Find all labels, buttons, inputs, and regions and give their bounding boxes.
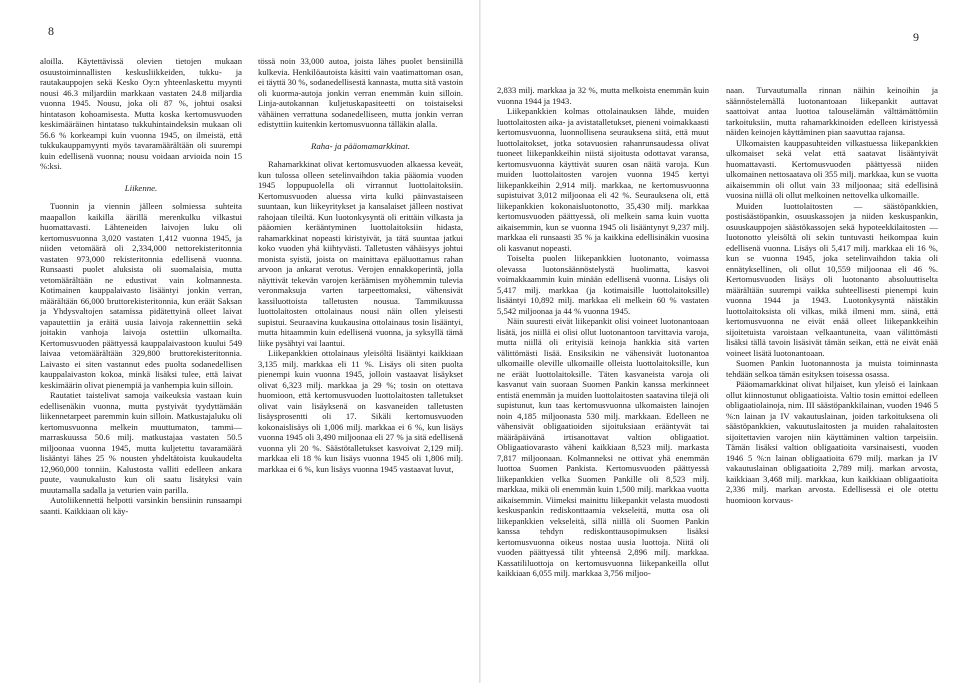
- paragraph: Näin suuresti eivät liikepankit olisi voineet luotonantoaan lisätä, jos niillä ei olisi ollut luotonantoon tarvittavia varoja, mutta niillä oli erityisiä keinoja hankkia sitä varten välittömästi lisää. Ensiksikin ne vähensivät luotonantoa ulkomaille oleville ulkomaille olleista luottolaitoksille, kun ne eräät luottolaitoksille. Täten kasvaneista varoja oli kasvanut vain suoraan Suomen Pankin kanssa merkinneet entistä enemmän ja muiden luottolaitosten saatavina tilejä oli supistunut, kun taas kertomusvuonna ulkomaisten lainojen noin 4,185 miljoonasta 530 milj. markkaan. Edelleen ne vähensivät obligaatioiden sijoituksiaan erääntyvät tai määräpäivänä irtisanottavat valtion obligaatiot. Obligaatiovarasto väheni kaikkiaan 8,523 milj. markasta 7,817 miljoonaan. Kolmanneksi ne ottivat yhä enemmän luottoa Suomen Pankista. Kertomusvuoden päättyessä liikepankkien velka Suomen Pankille oli 8,523 milj. markkaa, mikä oli enemmän kuin 1,500 milj. markkaa vuotta aikaisemmin. Viimeksi mainittu liikepankit velasta muodosti keskuspankin rediskonttaamia vekseleitä, mutta osa oli liikepankkien vekseleitä, sillä niillä oli Suomen Pankin kanssa tehdyn rediskonttausopimuksen lisäksi kertomusvuonna oikeus nostaa uusia luottoja. Niitä oli vuoden päättyessä tilit yhteensä 2,896 milj. markkaa. Kassatililuottoja on kertomusvuonna liikepankeilla ollut kaikkiaan 6,055 milj. markkaa 3,756 miljoo-: [497, 316, 709, 578]
- page-number-right: 9: [913, 30, 919, 44]
- paragraph: Liikepankkien ottolainaus yleisöltä lisääntyi kaikkiaan 3,135 milj. markkaa eli 11 %. Lisäys oli siten puolta pienempi kuin vuonna 1945, jolloin vastaavat lisäykset olivat 6,323 milj. markkaa ja 29 %; tosin on otettava huomioon, että kertomusvuoden luottolaitosten talletukset olivat vain lisäyksenä on kasvaneiden talletusten lisäysprosentti oli 17. Sikäli kertomusvuoden kokonaislisäys oli 1,006 milj. markkaa ei 6 %, kun lisäys vuonna 1945 oli 3,490 miljoonaa eli 27 % ja sitä edellisenä vuonna yli 20 %. Säästötalletukset kasvoivat 2,129 milj. markkaa eli 18 % kun lisäys vuonna 1945 oli 1,806 milj. markkaa ei 6 %, kun lisäys vuonna 1945 vastaavat luvut,: [258, 348, 463, 474]
- col4-text: [726, 85, 938, 505]
- column-1: [40, 56, 242, 676]
- column-4: [726, 85, 938, 680]
- paragraph: Rautatiet taistelivat samoja vaikeuksia vastaan kuin edellisenäkin vuonna, mutta pystyivät tyydyttämään liikennetarpeet paremmin kuin silloin. Matkustajaluku oli kertomusvuonna melkein muuttumaton, tammi—marraskuussa 50.6 milj. matkustajaa vastaten 50.5 miljoonaa vuonna 1945, mutta kuljetettu tavaramäärä lisääntyi lähes 25 % nousten yhdeltätoista kuukaudelta 12,960,000 tonniin. Kalustosta valliti edelleen ankara puute, vaunukalusto kun oli saatu lisätyksi vain muutamalla sadalla ja veturien vain parilla.: [40, 390, 242, 495]
- section-heading-raha: Raha- ja pääomamarkkinat.: [311, 140, 410, 151]
- paragraph: Autoliikennettä helpotti varsinkin bensiinin runsaampi saanti. Kaikkiaan oli käy-: [40, 495, 242, 516]
- page-number-left: 8: [48, 24, 54, 38]
- paragraph: naan. Turvautumalla rinnan näihin keinoihin ja säännöstelemällä luotonantoaan liikepankit auttavat saattoivat antaa luottoa talouselämän välttämättömiin tarkoituksiin, mutta rahamarkkinoiden edelleen kiristyessä näiden keinojen käyttäminen pian saavuttaa rajansa.: [726, 85, 938, 137]
- column-3: [497, 85, 709, 680]
- paragraph: Suomen Pankin luotonannosta ja muista toiminnasta tehdään selkoa tämän esityksen toisessa osassa.: [726, 358, 938, 379]
- column-2: [258, 56, 463, 676]
- col1-text-before: [40, 56, 242, 172]
- paragraph: Toiselta puolen liikepankkien luotonanto, voimassa olevassa luotonsäännöstelystä huolimatta, kasvoi voimakkaammin kuin minään edellisenä vuonna. Lisäys oli 5,417 milj. markkaa (ja kotimaisille luottolaitoksille) lisääntyi 10,892 milj. markkaa eli melkein 60 % vastaten 5,542 miljoonaa ja 44 % vuonna 1945.: [497, 253, 709, 316]
- paragraph: Ulkomaisten kauppasuhteiden vilkastuessa liikepankkien ulkomaiset sekä velat että saatavat lisääntyivät huomattavasti. Kertomusvuoden päättyessä niiden ulkomainen nettosaatava oli 355 milj. markkaa, kun se vuotta aikaisemmin oli ollut vain 33 miljoonaa; sitä edellisinä vuosina niillä oli ollut melkoinen nettovelka ulkomaille.: [726, 137, 938, 200]
- paragraph: Liikepankkien kolmas ottolainauksen lähde, muiden luottolaitosten aika- ja avistatalletukset, pieneni voimakkaasti kertomusvuonna, luonnollisena seurauksena siitä, että muut luottolaitokset, jotka sotavuosien rahanrunsaudessa olivat tuoneet liikepankkeihin niistä sijoitusta odottavat varansa, kertomusvuonna käyttivät suuren osan näitä varoja. Kun muiden luottolaitosten varojen vuonna 1945 kertyi liikepankkeihin 2,914 milj. markkaa, ne kertomusvuonna supistuivat 3,012 miljoonaa eli 42 %. Seurauksena oli, että liikepankkien kokonaisluotonotto, 35,430 milj. markkaa kertomusvuoden päättyessä, oli melkein sama kuin vuotta aikaisemmin, kun se vuonna 1945 oli lisääntynyt 9,237 milj. markkaa eli runsaasti 35 % ja kaikkina edellisinäkin vuosina oli kasvanut nopeasti.: [497, 106, 709, 253]
- col2-text-after: [258, 159, 463, 474]
- paragraph: Rahamarkkinat olivat kertomusvuoden alkaessa keveät, kun tulossa olleen setelinvaihdon takia pääomia vuoden 1945 loppupuolella oli virrannut luottolaitoksiin. Kertomusvuoden aluessa virta kulki päinvastaiseen suuntaan, kun liikeyritykset ja kansalaiset jälleen nostivat rahojaan tileiltä. Kun luotonkysyntä oli erittäin vilkasta ja pääomien kerääntyminen luottolaitoksiin hidasta, rahamarkkinat nopeasti kiristyivät, ja tätä suuntaa jatkui koko vuoden yhä kiihtyvästi. Talletusten vähäisyys johtui monista syistä, joista on mainittava epäluottamus rahan arvoon ja ankarat verotus. Verojen ennakkoperintä, jolla näyttivät tekevän varojen keräämisen myöhemmin tulevia veronmaksuja varten tarpeettomaksi, vähensivät kassiluottoista talletusten nousua. Tammikuussa luottolaitosten ottolainaus nousi näin ollen yleisesti supistui. Seuraavina kuukausina ottolainaus tosin lisääntyi, mutta hitaammin kuin edellisenä vuonna, ja syksyllä tämä liike pysähtyi vai laantui.: [258, 159, 463, 348]
- paragraph: tössä noin 33,000 autoa, joista lähes puolet bensiinillä kulkevia. Henkilöautoista käsitti vain vaatimattoman osan, ei täyttä 30 %, sodanedellisestä kannasta, mutta sitä vastoin oli kuorma-autoja jonkin verran enemmän kuin silloin. Linja-autokannan kuljetuskapasiteetti on toistaiseksi vähäinen verrattuna sodanedelliseen, mutta jonkin verran edistyttiin kuitenkin kertomusvuonna tälläkin alalla.: [258, 56, 463, 129]
- page-gutter: [479, 0, 481, 683]
- paragraph: Pääomamarkkinat olivat hiljaiset, kun yleisö ei lainkaan ollut kiinnostunut obligaatioista. Valtio tosin emittoi edelleen obligaatiolainoja, nim. III säästöpankkilainan, vuoden 1946 5 %:n lainan ja IV vakautuslainan, joiden tarkoituksena oli säästöpankkien, vakuutuslaitosten ja muiden rahalaitosten sijoitettavien varojen niin käyttäminen valtion tarpeisiin. Tämän lisäksi valtion obligaatioita varsinaisesti, vuoden 1946 5 %:n lainan obligaatioita 679 milj. markan ja IV vakautuslainan obligaatioita 2,789 milj. markan arvosta, kaikkiaan 3,468 milj. markkaa, kun kaikkiaan obligaatioita 2,336 milj. markan arvosta. Edellisessä ei ole otettu huomioon korvaus-: [726, 379, 938, 505]
- col1-text-after: [40, 201, 242, 516]
- paragraph: aloilla. Käytettävissä olevien tietojen mukaan osuustoiminnallisten keskusliikkeiden, tukku- ja rautakauppojen sekä Kesko Oy:n yhteenlaskettu myynti nousi 46.3 miljardiin markkaan vastaten 24.8 miljardia vuonna 1945. Nousu, joka oli 87 %, johtui osaksi hintatason kohoamisesta. Mutta koska kertomusvuoden keskimääräinen hintataso tukkuhintaindeksin mukaan oli 56.6 % korkeampi kuin vuonna 1945, on ilmeistä, että tukkukauppamyynti myös tavaramäärältään oli suurempi kuin edellisenä vuonna; nousu voidaan arvioida noin 15 %:ksi.: [40, 56, 242, 171]
- paragraph: Tuonnin ja viennin jälleen solmiessa suhteita maapallon kaikilla äärillä merenkulku vilkastui huomattavasti. Lähteneiden laivojen luku oli kertomusvuonna 3,020 vastaten 1,412 vuonna 1945, ja niiden vetomäärä oli 2,334,000 nettorekisteritonnia vastaten 973,000 rekisteritonnia edellisenä vuonna. Runsaasti puolet aluksista oli suomalaisia, mutta vetomäärältään ne edustivat vain kolmannesta. Kotimainen kauppalaivasto lisääntyi jonkin verran, määrältään 66,000 bruttorekisteritonnia, kun eräät Saksan ja Yhdysvaltojen satamissa pidätettyinä olleet laivat vapautettiin ja eräitä uusia laivoja rakennettiin sekä joitakin vanhoja laivoja ostettiin ulkomailta. Kertomusvuoden päättyessä kauppalaivastoon kuului 549 laivaa vetomäärältään 329,800 bruttorekisteritonnia. Laivasto ei siten vastannut edes puolta sodanedellisen kauppalaivaston kokoa, minkä lisäksi tulee, että laivat keskimäärin olivat pienempiä ja vanhempia kuin silloin.: [40, 201, 242, 390]
- col2-text-before: [258, 56, 463, 130]
- section-heading-liikenne: Liikenne.: [124, 182, 158, 193]
- col3-text: [497, 85, 709, 579]
- paragraph: 2,833 milj. markkaa ja 32 %, mutta melkoista enemmän kuin vuonna 1944 ja 1943.: [497, 85, 709, 106]
- paragraph: Muiden luottolaitosten — säästöpankkien, postisäästöpankin, osuuskassojen ja niiden keskuspankin, osuuskauppojen säästökassojen sekä hypoteekkilaitosten — luotonotto yleisöltä oli sekin tuntuvasti heikompaa kuin edellisenä vuonna. Lisäys oli 5,417 milj. markkaa eli 16 %, kun se vuonna 1945, joka setelinvaihdon takia oli ennätyksellinen, oli ollut 10,559 miljoonaa eli 46 %. Kertomusvuoden lisäys oli luotonanto absoluuttiselta määrältään suurempi vaikka suhteellisesti pienempi kuin vuonna 1944 ja 1943. Luotonkysyntä näistäkin luottolaitoksista oli vilkas, mikä ilmeni mm. siinä, että kertomusvuonna ne eivät enää olleet liikepankkeihin sijoitetuista varoistaan velkaantuneita, vaan välittömästi lisäksi tällä tavoin lisäsivät tämän seikan, että ne eivät enää voineet lisätä luotonantoaan.: [726, 200, 938, 358]
